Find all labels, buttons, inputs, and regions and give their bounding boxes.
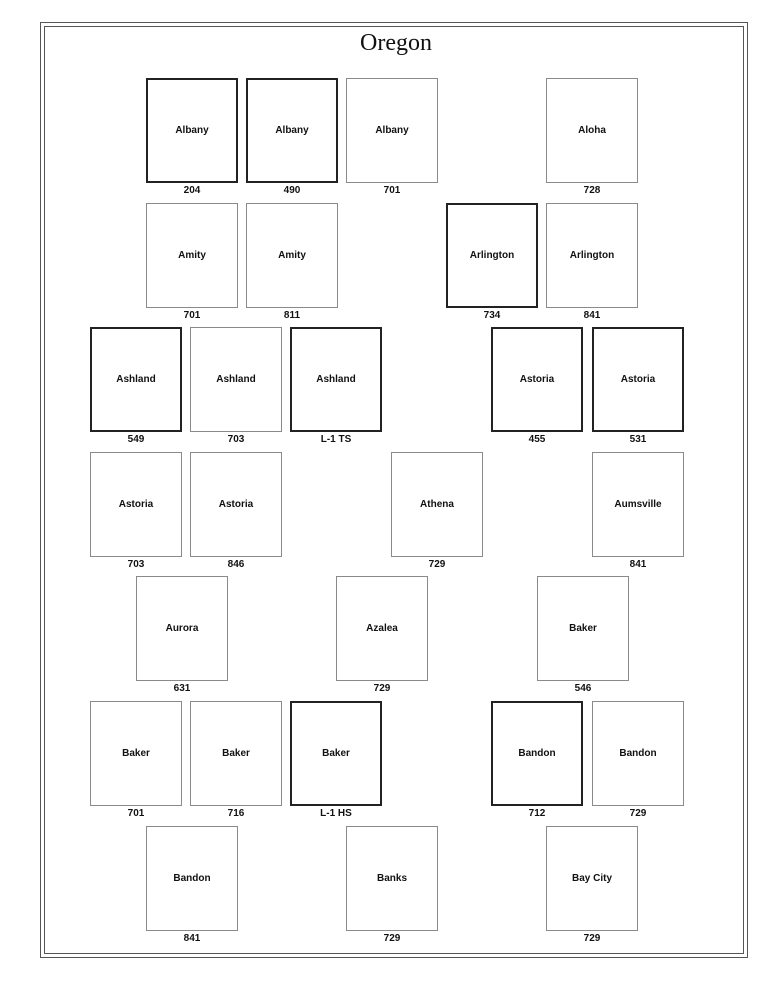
page-title: Oregon xyxy=(360,30,432,56)
stamp-box xyxy=(346,826,438,931)
stamp-number: 841 xyxy=(183,933,201,944)
stamp-name: Astoria xyxy=(519,374,555,385)
stamp-name: Amity xyxy=(278,250,306,261)
stamp-name: Banks xyxy=(376,873,407,884)
stamp-number: 631 xyxy=(173,683,191,694)
stamp-number: 846 xyxy=(227,559,245,570)
stamp-number: 729 xyxy=(629,808,647,819)
stamp-number: 701 xyxy=(383,185,401,196)
stamp-number: 729 xyxy=(428,559,446,570)
stamp-box xyxy=(190,327,282,432)
stamp-number: 546 xyxy=(574,683,592,694)
stamp-name: Baker xyxy=(222,748,250,759)
stamp-number: 455 xyxy=(528,434,546,445)
stamp-box xyxy=(190,701,282,806)
stamp-name: Astoria xyxy=(218,499,254,510)
stamp-name: Ashland xyxy=(116,374,156,385)
stamp-number: 729 xyxy=(373,683,391,694)
stamp-name: Astoria xyxy=(118,499,154,510)
stamp-number: 734 xyxy=(483,310,501,321)
stamp-box xyxy=(446,203,538,308)
stamp-name: Aloha xyxy=(578,125,606,136)
stamp-name: Astoria xyxy=(620,374,656,385)
stamp-box xyxy=(90,327,182,432)
stamp-number: 703 xyxy=(227,434,245,445)
stamp-box xyxy=(546,78,638,183)
stamp-name: Amity xyxy=(178,250,206,261)
stamp-number: L-1 HS xyxy=(320,808,352,819)
stamp-name: Baker xyxy=(122,748,150,759)
stamp-number: 841 xyxy=(583,310,601,321)
stamp-number: 549 xyxy=(127,434,145,445)
stamp-box xyxy=(146,78,238,183)
stamp-name: Bandon xyxy=(518,748,556,759)
stamp-number: 490 xyxy=(283,185,301,196)
stamp-name: Albany xyxy=(175,125,209,136)
stamp-name: Albany xyxy=(275,125,309,136)
stamp-name: Ashland xyxy=(216,374,256,385)
stamp-box xyxy=(290,327,382,432)
stamp-box xyxy=(346,78,438,183)
stamp-box xyxy=(592,327,684,432)
stamp-box xyxy=(537,576,629,681)
stamp-box xyxy=(190,452,282,557)
stamp-box xyxy=(391,452,483,557)
stamp-number: 729 xyxy=(583,933,601,944)
stamp-name: Bandon xyxy=(173,873,211,884)
stamp-name: Arlington xyxy=(569,250,615,261)
stamp-name: Baker xyxy=(322,748,350,759)
stamp-number: 841 xyxy=(629,559,647,570)
stamp-number: 531 xyxy=(629,434,647,445)
stamp-number: 729 xyxy=(383,933,401,944)
stamp-number: 204 xyxy=(183,185,201,196)
stamp-box xyxy=(146,203,238,308)
stamp-name: Baker xyxy=(569,623,597,634)
stamp-name: Arlington xyxy=(469,250,515,261)
stamp-name: Athena xyxy=(420,499,454,510)
stamp-number: 703 xyxy=(127,559,145,570)
stamp-number: 701 xyxy=(183,310,201,321)
stamp-name: Ashland xyxy=(316,374,356,385)
stamp-box xyxy=(546,203,638,308)
stamp-name: Albany xyxy=(375,125,409,136)
stamp-name: Aurora xyxy=(165,623,199,634)
stamp-box xyxy=(336,576,428,681)
stamp-name: Aumsville xyxy=(614,499,662,510)
stamp-box xyxy=(546,826,638,931)
stamp-box xyxy=(90,452,182,557)
stamp-box xyxy=(290,701,382,806)
stamp-box xyxy=(246,78,338,183)
stamp-name: Bandon xyxy=(619,748,657,759)
stamp-number: 701 xyxy=(127,808,145,819)
stamp-box xyxy=(246,203,338,308)
stamp-box xyxy=(90,701,182,806)
stamp-box xyxy=(491,701,583,806)
stamp-box xyxy=(491,327,583,432)
stamp-number: L-1 TS xyxy=(320,434,352,445)
stamp-box xyxy=(592,701,684,806)
stamp-name: Azalea xyxy=(366,623,398,634)
stamp-number: 716 xyxy=(227,808,245,819)
stamp-number: 811 xyxy=(283,310,301,321)
stamp-box xyxy=(592,452,684,557)
stamp-name: Bay City xyxy=(571,873,612,884)
stamp-number: 728 xyxy=(583,185,601,196)
stamp-number: 712 xyxy=(528,808,546,819)
stamp-box xyxy=(146,826,238,931)
stamp-box xyxy=(136,576,228,681)
